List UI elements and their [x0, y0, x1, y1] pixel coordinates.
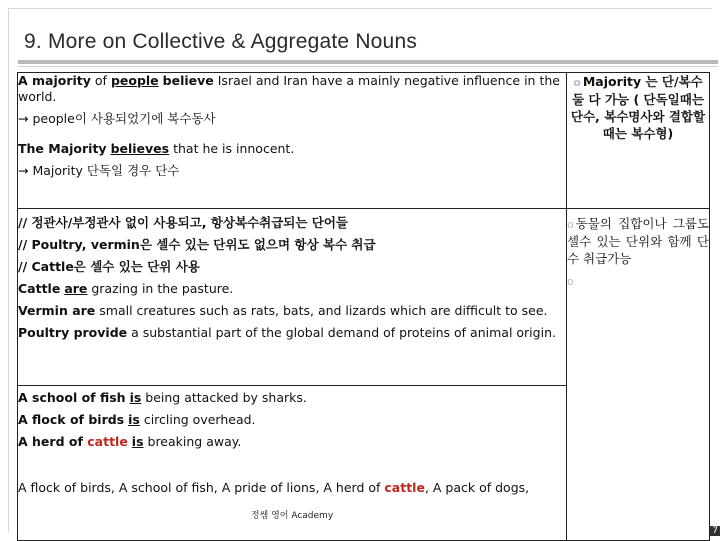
underlined-verb: are — [64, 281, 88, 296]
animal-groups-cell — [18, 386, 567, 541]
group-nouns-list: A flock of birds, A school of fish, A pride of lions, A herd of cattle, A pack of dogs, — [18, 480, 530, 495]
underlined-verb: is — [128, 412, 140, 427]
content-table — [17, 72, 710, 541]
example-verb: believe — [162, 73, 214, 88]
side-note-majority: o Majority 는 단/복수 둘 다 가능 ( 단독일때는 단수, 복수명사와 결합할때는 복수형) — [570, 74, 706, 141]
aggregate-side-note-cell — [567, 209, 710, 541]
example-flock-of-birds: A flock of birds is circling overhead. — [18, 412, 256, 427]
example-vermin: Vermin are small creatures such as rats, bats, and lizards which are difficult to see. — [18, 303, 548, 318]
page-number: 7 — [712, 526, 718, 536]
underlined-noun: people — [110, 73, 159, 88]
side-note-empty-bullet — [567, 273, 709, 290]
example-subject: A herd of — [18, 434, 88, 449]
slide-footer: 정쌤 영어 Academy — [250, 511, 334, 521]
highlighted-word: cattle — [384, 480, 425, 495]
example-subject: Vermin are — [18, 303, 96, 318]
example-subject: A school of fish — [18, 390, 126, 405]
example-subject: A flock of birds — [18, 412, 125, 427]
example-majority-people: A majority of people believe Israel and Iran have a mainly negative influence in the world. — [18, 73, 560, 104]
example-subject: Cattle — [18, 281, 61, 296]
example-poultry: Poultry provide a substantial part of the global demand of proteins of animal origin. — [18, 325, 556, 340]
example-subject: A majority — [18, 73, 91, 88]
majority-examples-cell — [18, 73, 567, 209]
table-row-aggregate — [18, 209, 710, 386]
rule-poultry-vermin: // Poultry, vermin은 셀수 있는 단위도 없으며 항상 복수 취급 — [18, 237, 376, 252]
example-school-of-fish: A school of fish is being attacked by sharks. — [18, 390, 307, 405]
rule-cattle: // Cattle은 셀수 있는 단위 사용 — [18, 259, 200, 274]
slide-frame-left — [8, 8, 9, 532]
majority-side-note-cell — [567, 73, 710, 209]
bullet-icon: o — [573, 76, 581, 89]
table-row-majority — [18, 73, 710, 209]
slide-frame-top — [8, 8, 712, 9]
highlighted-word: cattle — [87, 434, 128, 449]
bullet-icon: o — [567, 275, 574, 288]
slide-title: 9. More on Collective & Aggregate Nouns — [24, 30, 418, 53]
aggregate-nouns-cell — [18, 209, 567, 386]
arrow-icon: → — [18, 111, 29, 126]
arrow-icon: → — [18, 163, 29, 178]
title-divider-thin — [18, 66, 718, 67]
underlined-verb: believes — [110, 141, 170, 156]
example-majority-alone: The Majority believes that he is innocent. — [18, 141, 295, 156]
example-subject: Poultry provide — [18, 325, 128, 340]
note-singular-verb: → Majority 단독일 경우 단수 — [18, 163, 180, 178]
underlined-verb: is — [129, 390, 142, 405]
example-herd-of-cattle: A herd of cattle is breaking away. — [18, 434, 242, 449]
side-note-animal-groups: o 동물의 집합이나 그룹도 셀수 있는 단위와 함께 단수 취급가능 — [567, 216, 709, 266]
underlined-verb: is — [131, 434, 144, 449]
example-cattle: Cattle are grazing in the pasture. — [18, 281, 234, 296]
rule-always-plural: // 정관사/부정관사 없이 사용되고, 항상복수취급되는 단어들 — [18, 215, 349, 230]
bullet-icon: o — [567, 218, 574, 231]
title-divider — [18, 60, 718, 64]
note-plural-verb: → people이 사용되었기에 복수동사 — [18, 111, 216, 126]
example-subject: The Majority — [18, 141, 107, 156]
